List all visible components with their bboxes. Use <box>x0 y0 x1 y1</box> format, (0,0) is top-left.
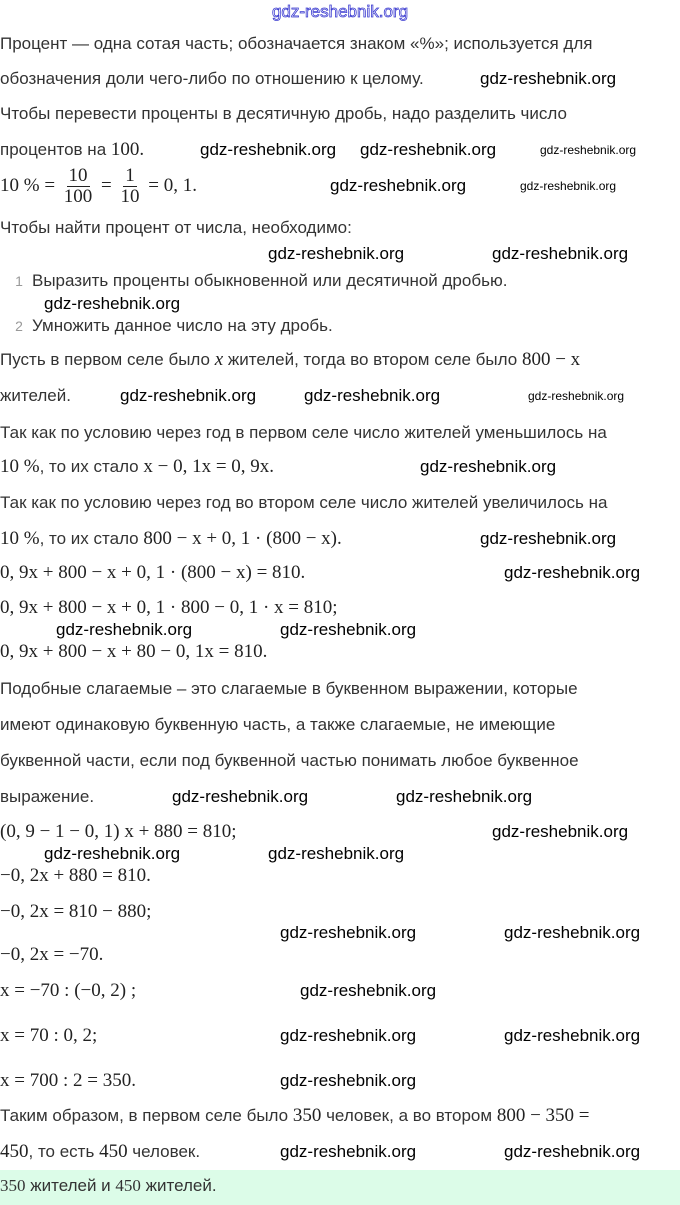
watermark: gdz-reshebnik.org <box>280 923 417 942</box>
watermark: gdz-reshebnik.org <box>504 1142 641 1161</box>
watermark: gdz-reshebnik.org <box>528 389 625 403</box>
list-item <box>0 315 333 337</box>
text: жителей. <box>145 1176 217 1195</box>
text-line: Подобные слагаемые – это слагаемые в буквенном выражении, которые <box>0 679 578 698</box>
text-line: Так как по условию через год во втором селе число жителей увеличилось на <box>0 493 608 512</box>
math: 10 % <box>0 456 40 477</box>
text-line: буквенной части, если под буквенной частью понимать любое буквенное <box>0 751 579 770</box>
watermark: gdz-reshebnik.org <box>360 140 497 159</box>
math: 800 − x <box>521 349 581 370</box>
watermark: gdz-reshebnik.org <box>480 69 617 88</box>
watermark: gdz-reshebnik.org <box>268 844 405 863</box>
watermark: gdz-reshebnik.org <box>492 244 629 263</box>
math-equation: −0, 2x = −70. <box>0 944 104 965</box>
text-line: выражение. <box>0 787 95 806</box>
math-equation: 0, 9x + 800 − x + 0, 1 · 800 − 0, 1 · x = 810; <box>0 597 338 618</box>
watermark: gdz-reshebnik.org <box>280 1142 417 1161</box>
watermark: gdz-reshebnik.org <box>420 457 557 476</box>
math: 800 − x + 0, 1 · (800 − x). <box>143 528 342 549</box>
watermark: gdz-reshebnik.org <box>268 244 405 263</box>
list-number: 2 <box>15 318 23 334</box>
watermark: gdz-reshebnik.org <box>304 386 441 405</box>
watermark: gdz-reshebnik.org <box>330 176 467 195</box>
text-line: обозначения доли чего-либо по отношению к целому. <box>0 69 424 88</box>
text-line <box>0 139 144 161</box>
text: Таким образом, в первом селе было <box>0 1106 289 1125</box>
text-line: Так как по условию через год в первом селе число жителей уменьшилось на <box>0 423 607 442</box>
list-text: Умножить данное число на эту дробь. <box>32 316 333 335</box>
text: , то их стало <box>39 457 139 476</box>
watermark: gdz-reshebnik.org <box>540 143 637 157</box>
math: x − 0, 1x = 0, 9x. <box>143 456 275 477</box>
text: жителей, тогда во втором селе было <box>227 350 518 369</box>
text-line <box>0 456 274 478</box>
numerator: 1 <box>125 165 135 187</box>
watermark: gdz-reshebnik.org <box>300 981 437 1000</box>
watermark: gdz-reshebnik.org <box>396 787 533 806</box>
text-line: имеют одинаковую буквенную часть, а также слагаемые, не имеющие <box>0 715 556 734</box>
math: 10 % = <box>0 175 56 196</box>
list-number: 1 <box>15 273 23 289</box>
math: 450 <box>99 1141 128 1162</box>
watermark: gdz-reshebnik.org <box>120 386 257 405</box>
list-text: Выразить проценты обыкновенной или десятичной дробью. <box>32 271 508 290</box>
watermark: gdz-reshebnik.org <box>44 294 181 313</box>
watermark: gdz-reshebnik.org <box>520 179 617 193</box>
site-header-watermark: gdz-reshebnik.org <box>271 2 409 21</box>
watermark: gdz-reshebnik.org <box>480 529 617 548</box>
math-equation: (0, 9 − 1 − 0, 1) x + 880 = 810; <box>0 821 237 842</box>
math: 450 <box>0 1141 29 1162</box>
watermark: gdz-reshebnik.org <box>504 563 641 582</box>
math: 450 <box>115 1176 141 1195</box>
text: процентов на <box>0 140 107 159</box>
math-equation: 0, 9x + 800 − x + 80 − 0, 1x = 810. <box>0 641 268 662</box>
math: = <box>101 175 112 196</box>
answer-text <box>0 1176 217 1196</box>
math-equation: x = 700 : 2 = 350. <box>0 1070 136 1091</box>
watermark: gdz-reshebnik.org <box>280 1026 417 1045</box>
math: 800 − 350 = <box>496 1105 590 1126</box>
math: 10 % <box>0 528 40 549</box>
watermark: gdz-reshebnik.org <box>172 787 309 806</box>
math-equation: x = −70 : (−0, 2) ; <box>0 980 137 1001</box>
text-line <box>0 528 342 550</box>
watermark: gdz-reshebnik.org <box>504 1026 641 1045</box>
text-line <box>0 349 580 371</box>
denominator: 10 <box>120 186 140 208</box>
math-equation: x = 70 : 0, 2; <box>0 1025 98 1046</box>
text: человек. <box>132 1142 201 1161</box>
text: Пусть в первом селе было <box>0 350 210 369</box>
watermark: gdz-reshebnik.org <box>280 620 417 639</box>
watermark: gdz-reshebnik.org <box>280 1071 417 1090</box>
text: человек, а во втором <box>326 1106 493 1125</box>
watermark: gdz-reshebnik.org <box>200 140 337 159</box>
text: , то есть <box>28 1142 95 1161</box>
numerator: 10 <box>68 165 88 187</box>
math: 350 <box>292 1105 322 1126</box>
math-equation: 0, 9x + 800 − x + 0, 1 · (800 − x) = 810. <box>0 562 306 583</box>
fraction <box>121 166 140 207</box>
math: 100. <box>110 139 145 160</box>
text-line: жителей. <box>0 386 71 405</box>
text-line <box>0 1141 200 1163</box>
math: x <box>214 349 224 370</box>
text: , то их стало <box>39 529 139 548</box>
watermark: gdz-reshebnik.org <box>504 923 641 942</box>
text-line: Чтобы найти процент от числа, необходимо: <box>0 218 352 237</box>
answer-box <box>0 1170 680 1205</box>
math-equation: −0, 2x + 880 = 810. <box>0 865 151 886</box>
text-line <box>0 1105 590 1127</box>
watermark: gdz-reshebnik.org <box>492 822 629 841</box>
list-item <box>0 270 507 292</box>
text: жителей и <box>30 1176 111 1195</box>
math-equation <box>0 166 197 207</box>
text-line: Чтобы перевести проценты в десятичную дробь, надо разделить число <box>0 104 567 123</box>
math: = 0, 1. <box>148 175 197 196</box>
watermark: gdz-reshebnik.org <box>44 844 181 863</box>
text-line: Процент — одна сотая часть; обозначается знаком «%»; используется для <box>0 34 593 53</box>
fraction <box>64 166 93 207</box>
math: 350 <box>0 1176 26 1195</box>
denominator: 100 <box>63 186 93 208</box>
math-equation: −0, 2x = 810 − 880; <box>0 901 152 922</box>
watermark: gdz-reshebnik.org <box>56 620 193 639</box>
